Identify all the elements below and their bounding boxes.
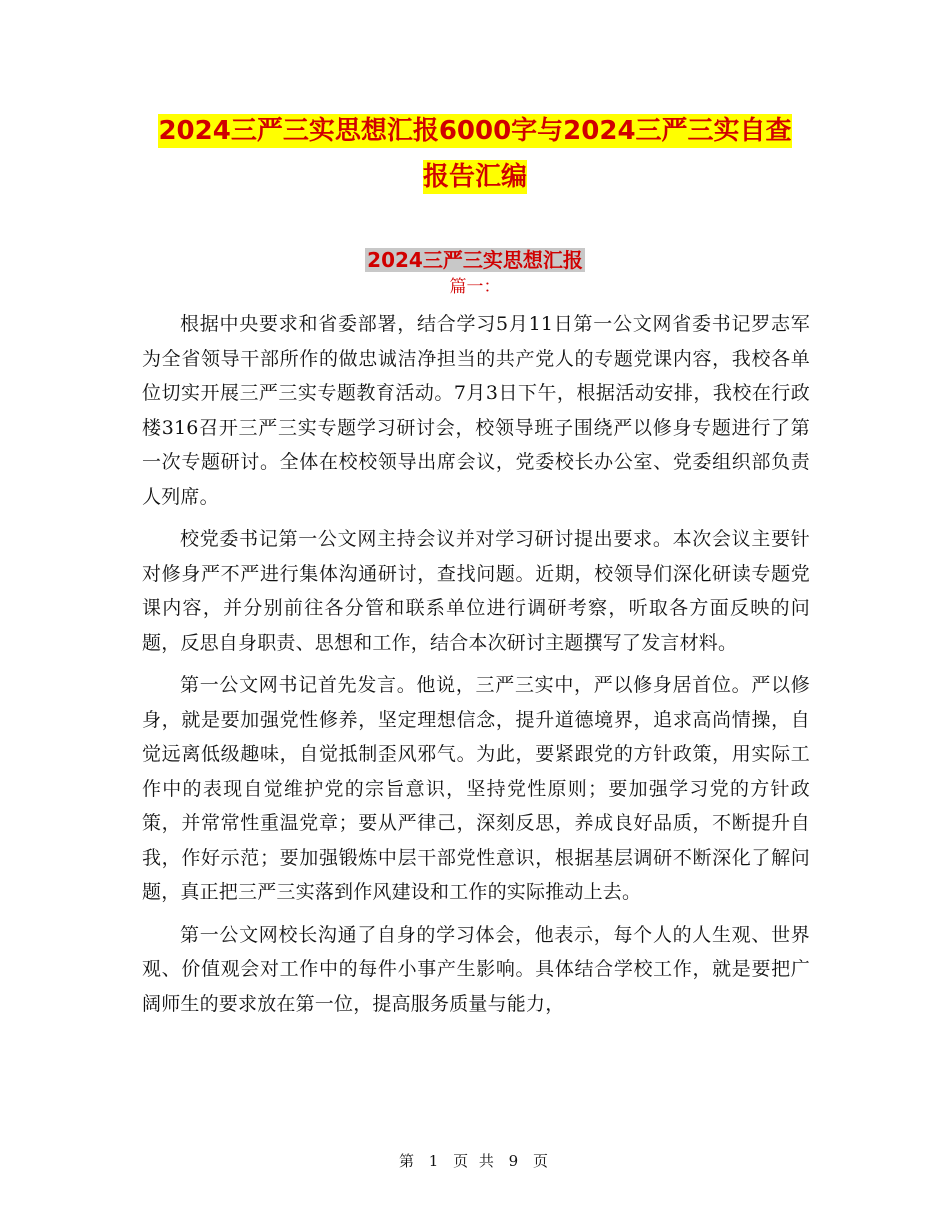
document-title: [140, 108, 810, 200]
chapter-label: 篇一：: [449, 277, 501, 297]
total-pages: 9: [508, 1152, 522, 1170]
footer-mid: 页 共: [453, 1152, 497, 1170]
body-text: [142, 307, 810, 1029]
page-footer: [0, 1150, 950, 1171]
title-line-2: 报告汇编: [422, 162, 527, 192]
section-heading: [0, 246, 950, 274]
title-line-1: 2024三严三实思想汇报6000字与2024三严三实自查: [158, 116, 792, 146]
footer-prefix: 第: [398, 1152, 417, 1170]
paragraph: 第一公文网校长沟通了自身的学习体会，他表示，每个人的人生观、世界观、价值观会对工作中的每件小事产生影响。具体结合学校工作，就是要把广阔师生的要求放在第一位，提高服务质量与能力，: [142, 923, 810, 1015]
paragraph: 校党委书记第一公文网主持会议并对学习研讨提出要求。本次会议主要针对修身严不严进行集体沟通研讨，查找问题。近期，校领导们深化研读专题党课内容，并分别前往各分管和联系单位进行调研考察，听取各方面反映的问题，反思自身职责、思想和工作，结合本次研讨主题撰写了发言材料。: [142, 528, 810, 654]
section-heading-text: 2024三严三实思想汇报: [367, 248, 583, 272]
footer-suffix: 页: [533, 1152, 552, 1170]
paragraph: 第一公文网书记首先发言。他说，三严三实中，严以修身居首位。严以修身，就是要加强党性修养，坚定理想信念，提升道德境界，追求高尚情操，自觉远离低级趣味，自觉抵制歪风邪气。为此，要紧跟党的方针政策，用实际工作中的表现自觉维护党的宗旨意识，坚持党性原则；要加强学习党的方针政策，并常常性重温党章；要从严律己，深刻反思，养成良好品质，不断提升自我，作好示范；要加强锻炼中层干部党性意识，根据基层调研不断深化了解问题，真正把三严三实落到作风建设和工作的实际推动上去。: [142, 674, 810, 903]
current-page-number: 1: [428, 1152, 442, 1170]
paragraph: 根据中央要求和省委部署，结合学习5月11日第一公文网省委书记罗志军为全省领导干部所作的做忠诚洁净担当的共产党人的专题党课内容，我校各单位切实开展三严三实专题教育活动。7月3日下午，根据活动安排，我校在行政楼316召开三严三实专题学习研讨会，校领导班子围绕严以修身专题进行了第一次专题研讨。全体在校校领导出席会议，党委校长办公室、党委组织部负责人列席。: [142, 313, 810, 508]
